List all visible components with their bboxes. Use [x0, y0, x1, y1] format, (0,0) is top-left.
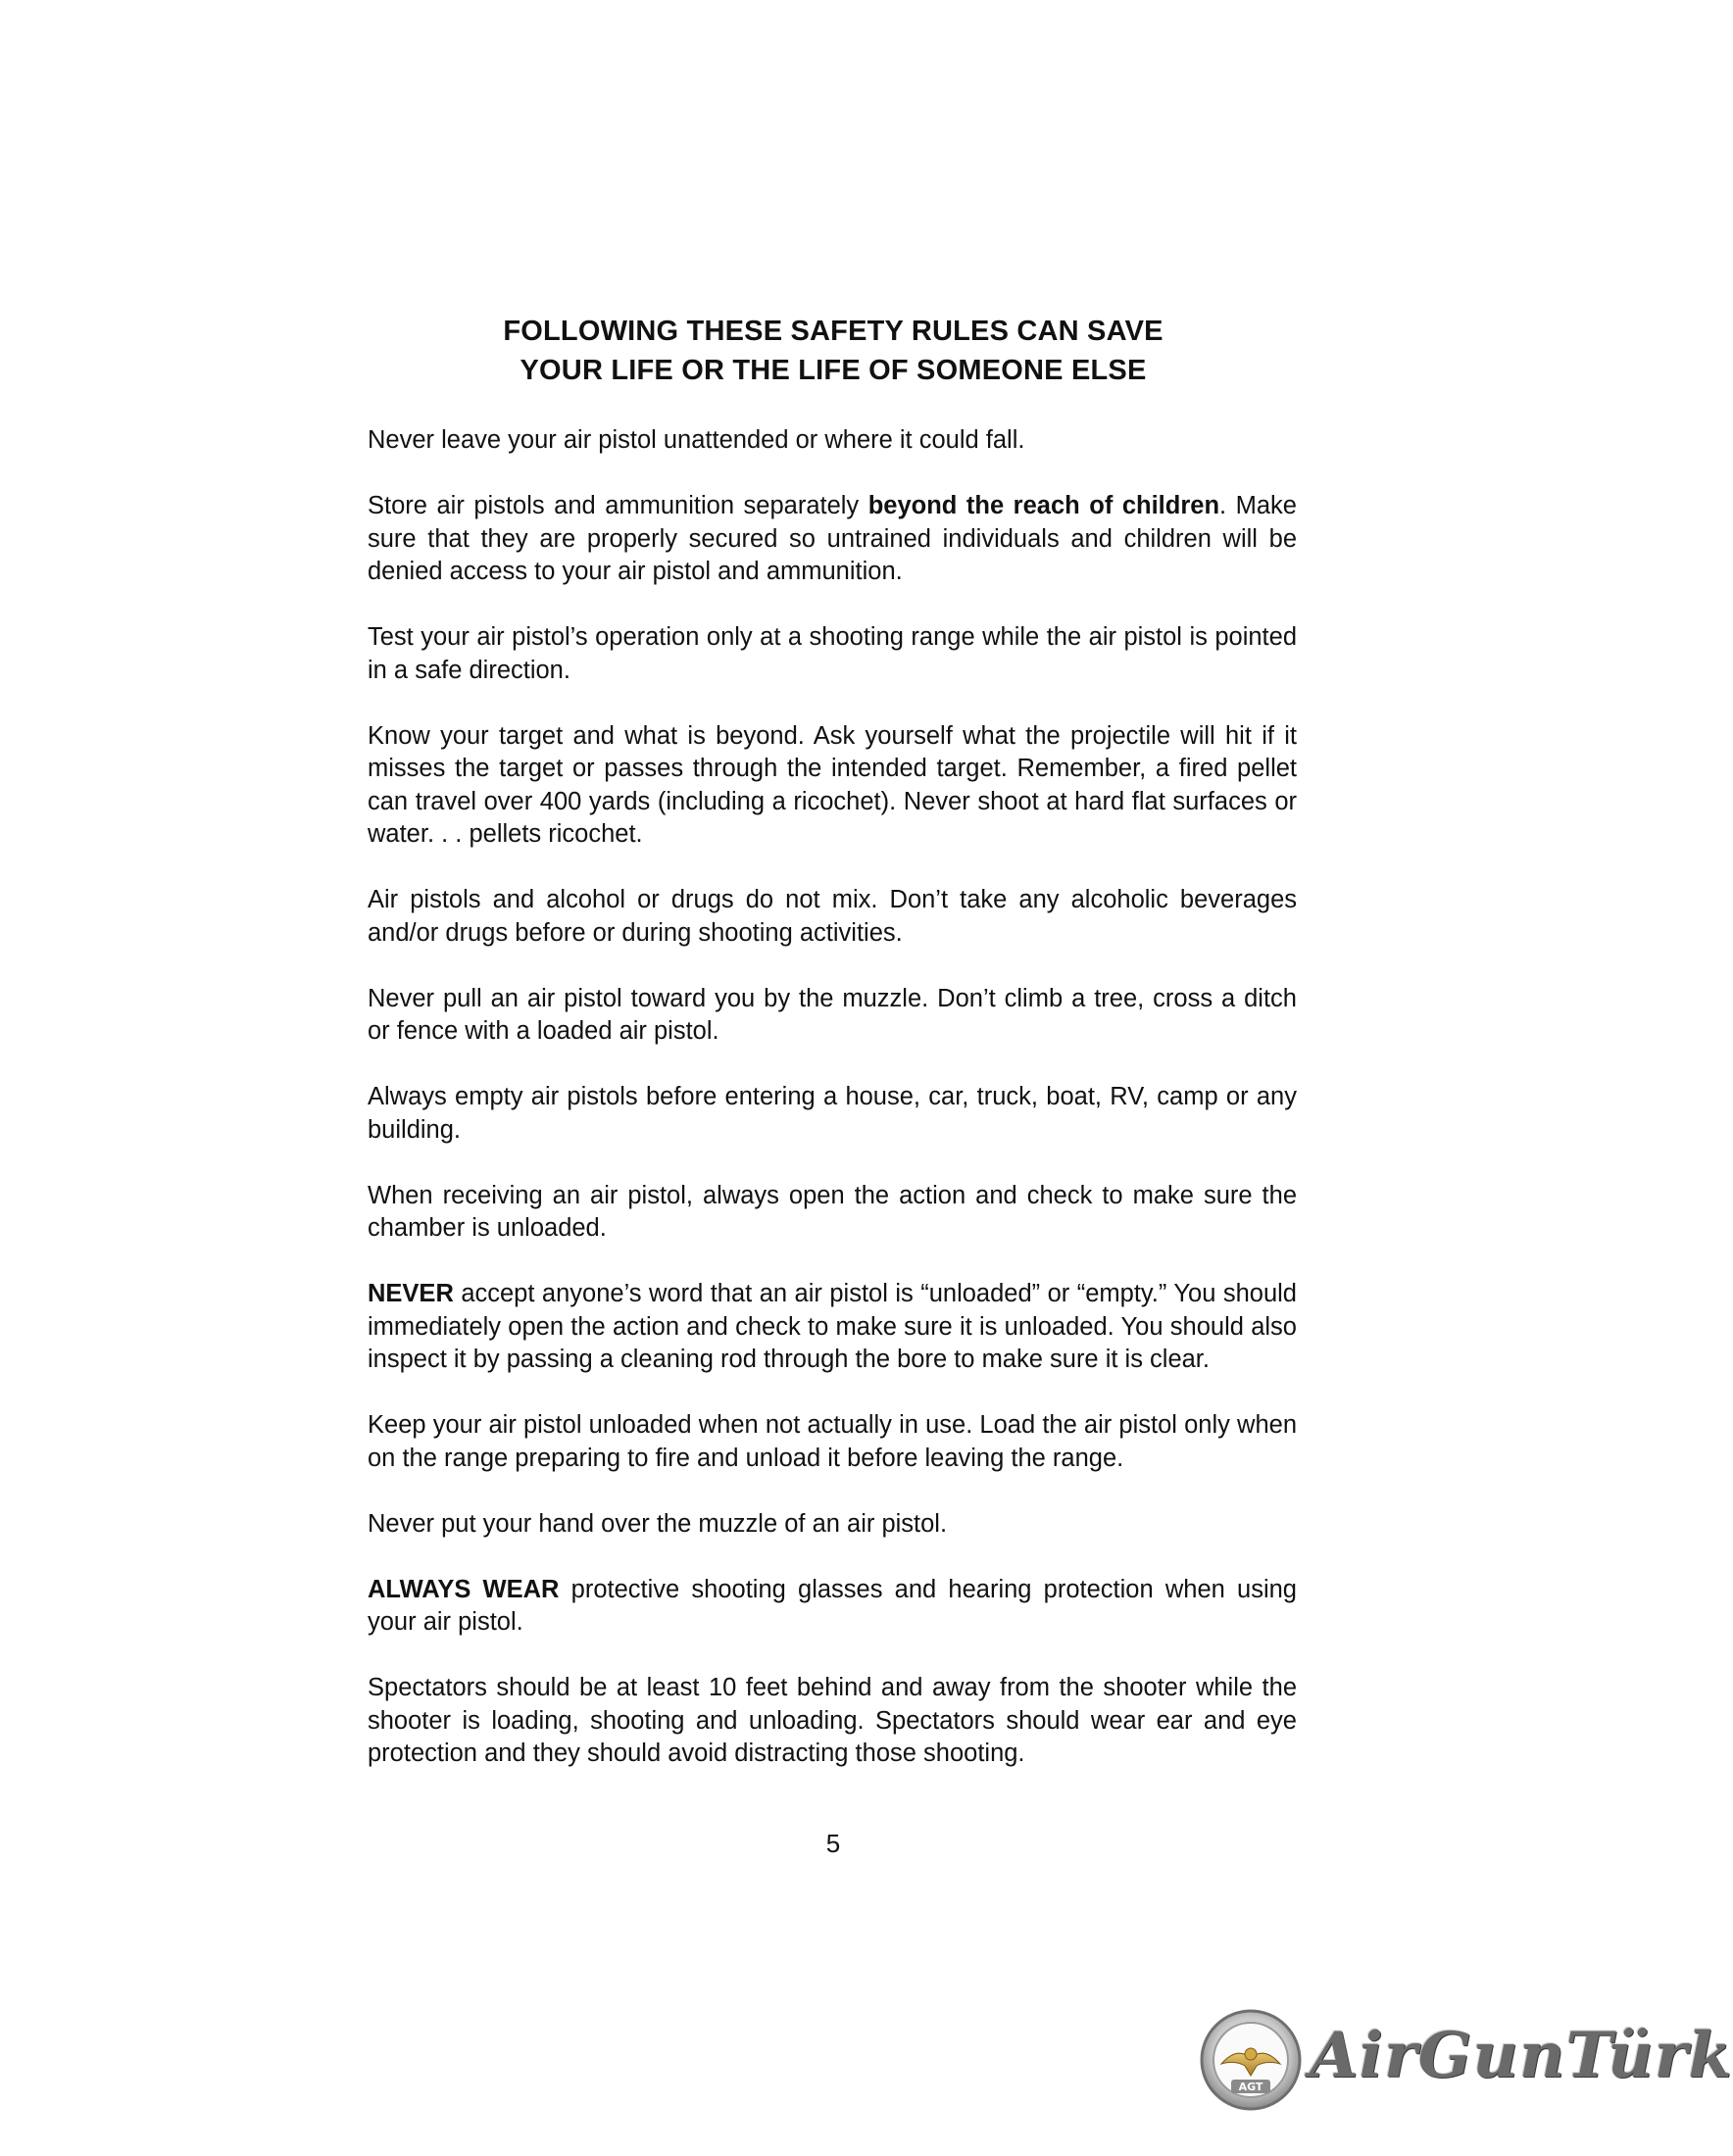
emphasis-children: beyond the reach of children — [867, 492, 1220, 519]
rule-paragraph-6: Never pull an air pistol toward you by the muzzle. Don’t climb a tree, cross a ditch or fence with a loaded air pistol. — [368, 984, 1297, 1045]
seal-text: AGT — [1238, 2081, 1263, 2093]
logo-text: AirGunTürk — [1310, 2019, 1733, 2092]
rule-paragraph-10: Keep your air pistol unloaded when not actually in use. Load the air pistol only when on the range preparing to fire and unload it before leaving the range. — [368, 1411, 1297, 1472]
page-number: 5 — [825, 1829, 841, 1858]
title-line-1: FOLLOWING THESE SAFETY RULES CAN SAVE — [503, 316, 1164, 347]
rule-paragraph-11: Never put your hand over the muzzle of an air pistol. — [368, 1509, 948, 1538]
rule-paragraph-3: Test your air pistol’s operation only at a shooting range while the air pistol is pointed in a safe direction. — [368, 623, 1297, 684]
rule-paragraph-13: Spectators should be at least 10 feet behind and away from the shooter while the shooter is loading, shooting and unloading. Spectators should wear ear and eye protection and they should avoid distracting those shooting. — [368, 1674, 1297, 1767]
emphasis-always-wear: ALWAYS WEAR — [368, 1575, 560, 1603]
rule-paragraph-2: Store air pistols and ammunition separately beyond the reach of children. Make sure that they are properly secured so untrained individuals and children will be denied access to your air pistol and ammunition. — [368, 492, 1297, 585]
rule-paragraph-8: When receiving an air pistol, always open the action and check to make sure the chamber is unloaded. — [368, 1181, 1297, 1242]
airgunturk-watermark-logo — [1198, 2007, 1733, 2134]
page-title — [0, 312, 1666, 390]
rule-paragraph-4: Know your target and what is beyond. Ask yourself what the projectile will hit if it misses the target or passes through the intended target. Remember, a fired pellet can travel over 400 yards (including a ricochet). Never shoot at hard flat surfaces or water. . . pellets ricochet. — [368, 721, 1297, 848]
rule-paragraph-12: ALWAYS WEAR protective shooting glasses and hearing protection when using your air pistol. — [368, 1575, 1297, 1636]
rule-paragraph-9: NEVER accept anyone’s word that an air pistol is “unloaded” or “empty.” You should immediately open the action and check to make sure it is unloaded. You should also inspect it by passing a cleaning rod through the bore to make sure it is clear. — [368, 1280, 1297, 1373]
rule-paragraph-7: Always empty air pistols before entering a house, car, truck, boat, RV, camp or any building. — [368, 1083, 1297, 1144]
rule-paragraph-1: Never leave your air pistol unattended or where it could fall. — [368, 426, 1025, 454]
rule-paragraph-5: Air pistols and alcohol or drugs do not mix. Don’t take any alcoholic beverages and/or drugs before or during shooting activities. — [368, 886, 1297, 947]
seal-icon — [1198, 2007, 1304, 2113]
safety-rules-body — [368, 424, 1297, 1803]
emphasis-never: NEVER — [368, 1280, 454, 1307]
title-line-2: YOUR LIFE OR THE LIFE OF SOMEONE ELSE — [520, 355, 1147, 386]
